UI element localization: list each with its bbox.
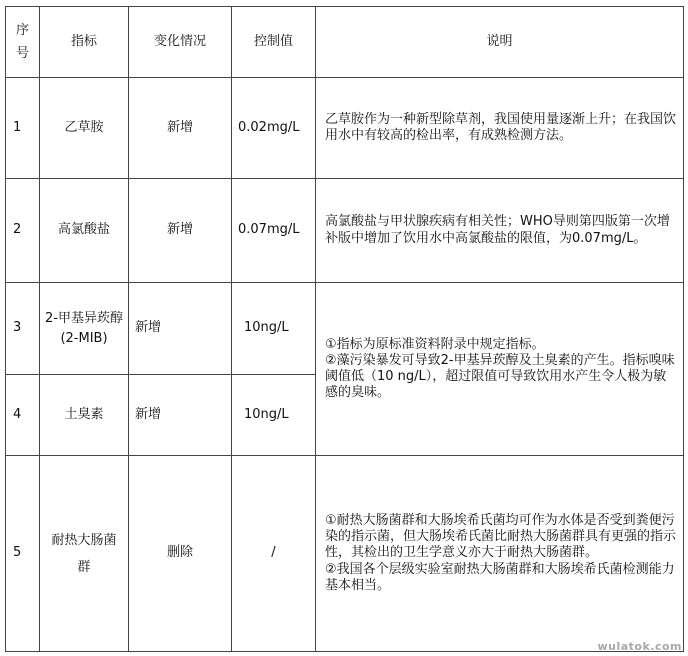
note-para-2: ②藻污染暴发可导致2-甲基异莰醇及土臭素的产生。指标嗅味阈值低（10 ng/L），超过限值可导致饮用水产生令人极为敏感的臭味。 (325, 352, 675, 401)
row-indicator: 土臭素 (40, 375, 129, 456)
table-header-row (6, 7, 684, 78)
header-control: 控制值 (232, 7, 316, 78)
row-seq: 4 (6, 375, 40, 456)
row-indicator: 耐热大肠菌群 (40, 456, 129, 652)
row-change: 新增 (129, 78, 232, 179)
indicator-table (5, 6, 684, 652)
header-indicator: 指标 (40, 7, 129, 78)
row-seq: 2 (6, 179, 40, 283)
row-indicator: 2-甲基异莰醇(2-MIB) (40, 283, 129, 375)
header-seq: 序号 (6, 7, 40, 78)
row-control: / (232, 456, 316, 652)
note-para-1: ①耐热大肠菌群和大肠埃希氏菌均可作为水体是否受到粪便污染的指示菌，但大肠埃希氏菌比耐热大肠菌群具有更强的指示性，其检出的卫生学意义亦大于耐热大肠菌群。 (325, 512, 677, 561)
table-row (6, 283, 684, 375)
row-change: 新增 (129, 375, 232, 456)
row-note-merged (316, 283, 684, 456)
note-para-1: ①指标为原标准资料附录中规定指标。 (325, 336, 545, 352)
table-row (6, 78, 684, 179)
row-control: 10ng/L (232, 375, 316, 456)
row-note: 乙草胺作为一种新型除草剂，我国使用量逐渐上升；在我国饮用水中有较高的检出率，有成熟检测方法。 (316, 78, 684, 179)
table-row (6, 179, 684, 283)
table-row (6, 456, 684, 652)
row-note: 高氯酸盐与甲状腺疾病有相关性；WHO导则第四版第一次增补版中增加了饮用水中高氯酸盐的限值，为0.07mg/L。 (316, 179, 684, 283)
header-note: 说明 (316, 7, 684, 78)
row-change: 删除 (129, 456, 232, 652)
row-seq: 3 (6, 283, 40, 375)
row-control: 0.02mg/L (232, 78, 316, 179)
row-seq: 5 (6, 456, 40, 652)
row-control: 0.07mg/L (232, 179, 316, 283)
row-control: 10ng/L (232, 283, 316, 375)
header-change: 变化情况 (129, 7, 232, 78)
row-indicator: 乙草胺 (40, 78, 129, 179)
row-indicator: 高氯酸盐 (40, 179, 129, 283)
row-change: 新增 (129, 283, 232, 375)
note-para-2: ②我国各个层级实验室耐热大肠菌群和大肠埃希氏菌检测能力基本相当。 (325, 561, 675, 593)
row-change: 新增 (129, 179, 232, 283)
row-note (316, 456, 684, 652)
row-seq: 1 (6, 78, 40, 179)
watermark: wulatok.com (597, 640, 682, 653)
